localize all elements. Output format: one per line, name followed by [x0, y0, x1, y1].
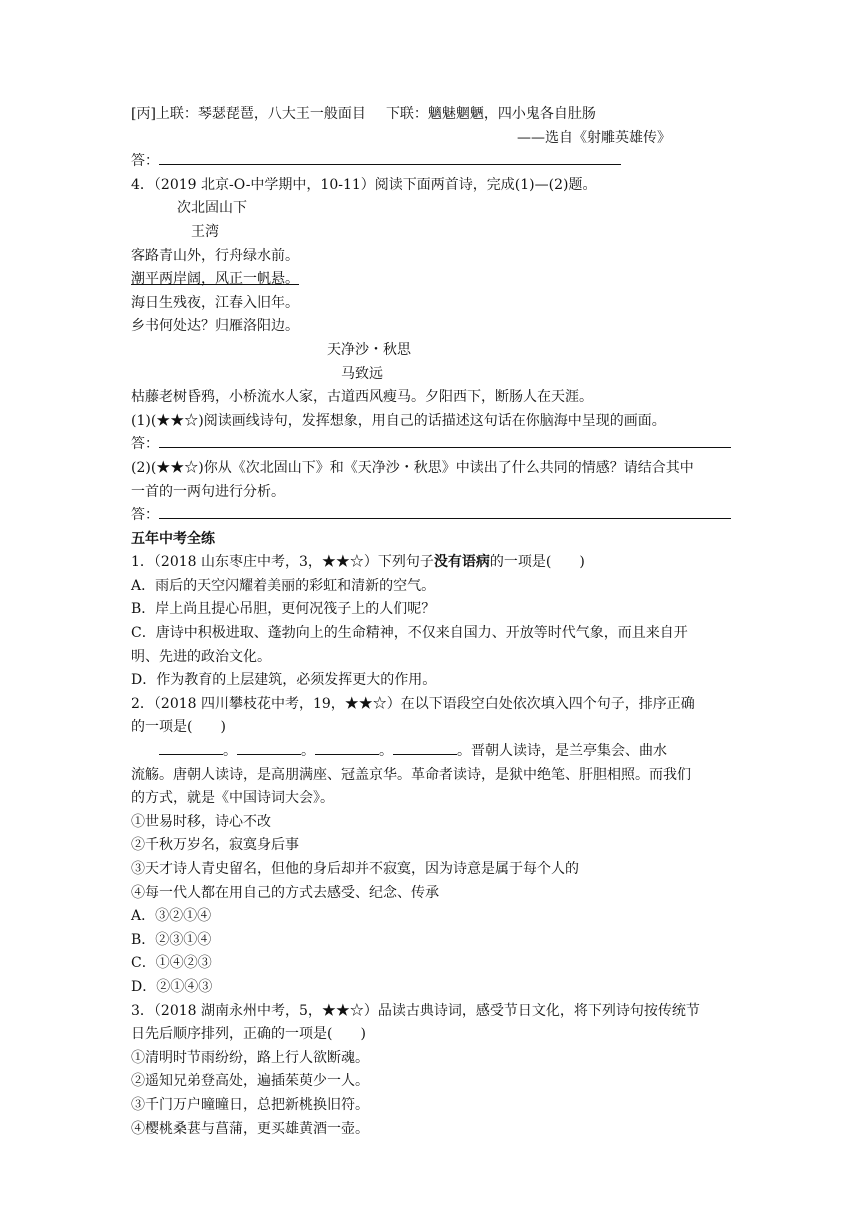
punct: 。 — [223, 743, 237, 760]
question-4-2-cont: 一首的一两句进行分析。 — [131, 483, 285, 500]
poem1-author: 王湾 — [191, 223, 219, 240]
passage-line — [131, 740, 731, 764]
option-b: B．②③①④ — [131, 931, 212, 948]
passage-line: 流觞。唐朝人读诗，是高朋满座、冠盖京华。革命者读诗，是狱中绝笔、肝胆相照。而我们 — [131, 766, 691, 783]
poem-option: ①清明时节雨纷纷，路上行人欲断魂。 — [131, 1049, 369, 1066]
question-4: 4．（2019 北京-O-中学期中，10-11）阅读下面两首诗，完成(1)—(2)题。 — [131, 176, 597, 193]
option-d: D．作为教育的上层建筑，必须发挥更大的作用。 — [131, 672, 437, 689]
passage-line: 的方式，就是《中国诗词大会》。 — [131, 790, 334, 807]
sentence-option: ③天才诗人青史留名，但他的身后却并不寂寞，因为诗意是属于每个人的 — [131, 861, 579, 877]
answer-line — [131, 433, 731, 457]
fill-blank-4[interactable] — [393, 740, 457, 755]
sentence-option: ②千秋万岁名，寂寞身后事 — [131, 837, 299, 854]
poem1-line-underlined: 潮平两岸阔，风正一帆悬。 — [131, 271, 299, 288]
question-3: 3．（2018 湖南永州中考，5，★★☆）品读古典诗词，感受节日文化，将下列诗句按传统节 — [131, 1002, 700, 1019]
question-1 — [131, 551, 731, 575]
source-line: ——选自《射雕英雄传》 — [517, 129, 671, 146]
poem-option: ③千门万户曈曈日，总把新桃换旧符。 — [131, 1096, 369, 1113]
answer-blank[interactable] — [159, 504, 731, 519]
question-text: 的一项是( ) — [489, 554, 585, 571]
option-b: B．岸上尚且提心吊胆，更何况筏子上的人们呢？ — [131, 601, 436, 618]
poem1-line: 乡书何处达？归雁洛阳边。 — [131, 318, 299, 335]
fill-blank-3[interactable] — [315, 740, 379, 755]
answer-line — [131, 150, 731, 174]
poem2-author: 马致远 — [341, 365, 383, 382]
answer-label: 答： — [131, 153, 159, 170]
poem1-line: 客路青山外，行舟绿水前。 — [131, 247, 299, 264]
couplet-line — [131, 103, 731, 127]
answer-blank[interactable] — [159, 433, 731, 448]
passage-text: 。晋朝人读诗，是兰亭集会、曲水 — [457, 743, 667, 760]
section-heading: 五年中考全练 — [131, 530, 215, 547]
document-page — [131, 103, 731, 1141]
answer-label: 答： — [131, 507, 159, 524]
question-text: 1．（2018 山东枣庄中考，3，★★☆）下列句子 — [131, 554, 434, 571]
question-4-1: (1)(★★☆)阅读画线诗句，发挥想象，用自己的话描述这句话在你脑海中呈现的画面。 — [131, 412, 666, 429]
option-a: A．雨后的天空闪耀着美丽的彩虹和清新的空气。 — [131, 577, 436, 594]
answer-label: 答： — [131, 436, 159, 453]
option-c: C．唐诗中积极进取、蓬勃向上的生命精神，不仅来自国力、开放等时代气象，而且来自开 — [131, 625, 688, 642]
option-a: A．③②①④ — [131, 908, 212, 925]
option-d: D．②①④③ — [131, 978, 213, 995]
punct: 。 — [379, 743, 393, 760]
poem1-line: 海日生残夜，江春入旧年。 — [131, 294, 299, 311]
fill-blank-1[interactable] — [159, 740, 223, 755]
poem1-title: 次北固山下 — [177, 200, 247, 217]
couplet-lower: 下联：魑魅魍魉，四小鬼各自肚肠 — [385, 106, 596, 122]
poem-option: ④樱桃桑葚与菖蒲，更买雄黄酒一壶。 — [131, 1120, 369, 1137]
option-c-cont: 明、先进的政治文化。 — [131, 648, 271, 665]
poem2-title: 天净沙・秋思 — [327, 341, 411, 358]
poem2-text: 枯藤老树昏鸦，小桥流水人家，古道西风瘦马。夕阳西下，断肠人在天涯。 — [131, 389, 593, 406]
question-3-cont: 日先后顺序排列，正确的一项是( ) — [131, 1026, 366, 1043]
question-emphasis: 没有语病 — [433, 554, 490, 571]
question-2: 2．（2018 四川攀枝花中考，19，★★☆）在以下语段空白处依次填入四个句子，排序正确 — [131, 695, 695, 712]
sentence-option: ①世易时移，诗心不改 — [131, 813, 271, 830]
poem-option: ②遥知兄弟登高处，遍插茱萸少一人。 — [131, 1073, 369, 1090]
option-c: C．①④②③ — [131, 955, 212, 972]
sentence-option: ④每一代人都在用自己的方式去感受、纪念、传承 — [131, 884, 439, 901]
answer-line — [131, 504, 731, 528]
answer-blank[interactable] — [159, 150, 621, 165]
punct: 。 — [301, 743, 315, 760]
question-4-2: (2)(★★☆)你从《次北固山下》和《天净沙・秋思》中读出了什么共同的情感？请结合其中 — [131, 459, 694, 476]
couplet-upper: [丙]上联：琴瑟琵琶，八大王一般面目 — [131, 106, 366, 122]
question-2-cont: 的一项是( ) — [131, 719, 226, 736]
fill-blank-2[interactable] — [237, 740, 301, 755]
